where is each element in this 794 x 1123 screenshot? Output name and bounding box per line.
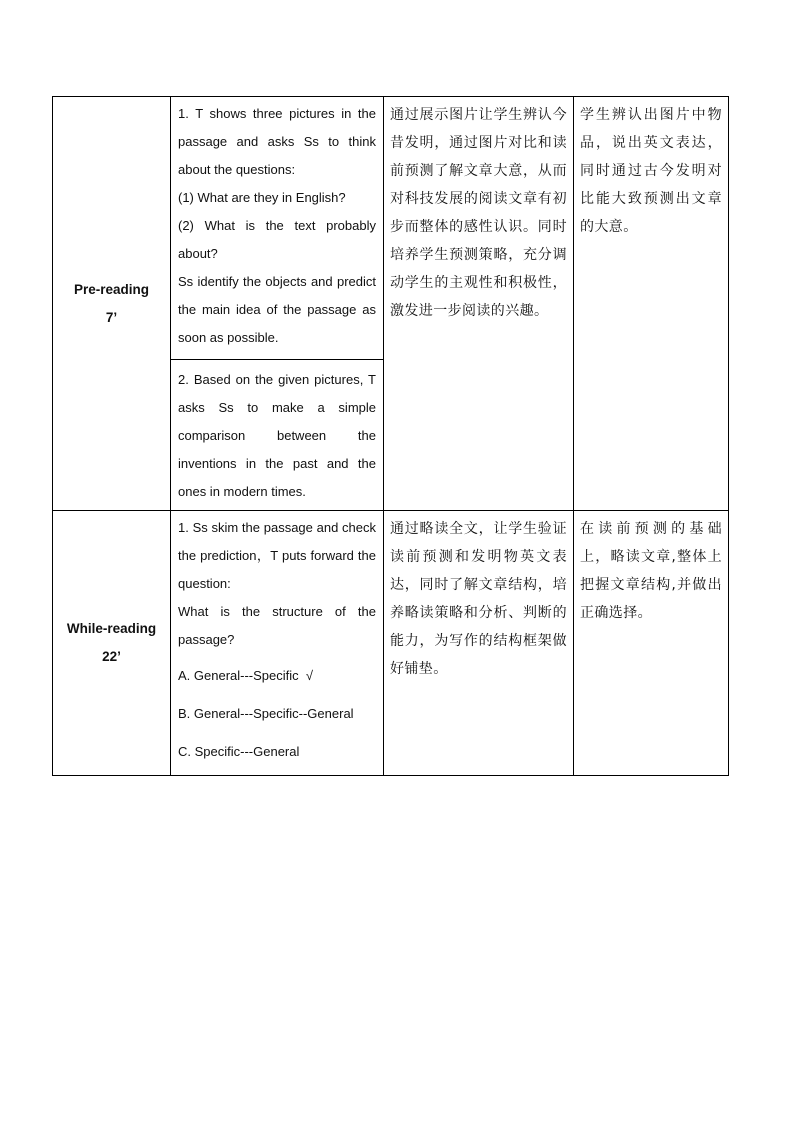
activity-text: What is the structure of the passage?: [178, 604, 376, 647]
stage-time: 7’: [105, 309, 118, 325]
activity-cell: [171, 511, 384, 776]
activity-cell: [171, 360, 384, 511]
purpose-text: 通过展示图片让学生辨认今昔发明，通过图片对比和读前预测了解文章大意，从而对科技发展的阅读文章有初步而整体的感性认识。同时培养学生预测策略，充分调动学生的主观性和积极性，激发进一步阅读的兴趣。: [390, 107, 567, 319]
activity-cell: [171, 97, 384, 360]
stage-name: While-reading: [66, 621, 157, 636]
purpose-text: 通过略读全文，让学生验证读前预测和发明物英文表达，同时了解文章结构，培养略读策略和分析、判断的能力，为写作的结构框架做好铺垫。: [390, 521, 567, 677]
activity-text: (1) What are they in English?: [178, 190, 346, 205]
effect-text: 学生辨认出图片中物品，说出英文表达，同时通过古今发明对比能大致预测出文章的大意。: [580, 107, 722, 235]
option-a: A. General---Specific √: [178, 668, 314, 683]
effect-cell: [574, 97, 729, 511]
purpose-cell: [384, 511, 574, 776]
activity-text: (2) What is the text probably about?: [178, 218, 376, 261]
purpose-cell: [384, 97, 574, 511]
stage-time: 22’: [102, 649, 121, 664]
stage-name: Pre-reading: [73, 281, 150, 297]
stage-cell: [53, 97, 171, 511]
activity-text: Ss identify the objects and predict the main idea of the passage as soon as possible.: [178, 274, 376, 345]
lesson-plan-table: [52, 96, 729, 776]
activity-text: 1. T shows three pictures in the passage and asks Ss to think about the questions:: [178, 106, 376, 177]
effect-cell: [574, 511, 729, 776]
activity-text: 2. Based on the given pictures, T asks Ss to make a simple comparison between the inventions in the past and the ones in modern times.: [178, 372, 376, 499]
option-c: C. Specific---General: [178, 744, 300, 759]
table-row: [53, 511, 729, 776]
option-b: B. General---Specific--General: [178, 706, 354, 721]
activity-text: 1. Ss skim the passage and check the prediction，T puts forward the question:: [178, 520, 376, 591]
effect-text: 在读前预测的基础上，略读文章,整体上把握文章结构,并做出正确选择。: [580, 521, 722, 621]
answer-options: [178, 657, 376, 771]
stage-cell: [53, 511, 171, 776]
table-row: [53, 97, 729, 360]
